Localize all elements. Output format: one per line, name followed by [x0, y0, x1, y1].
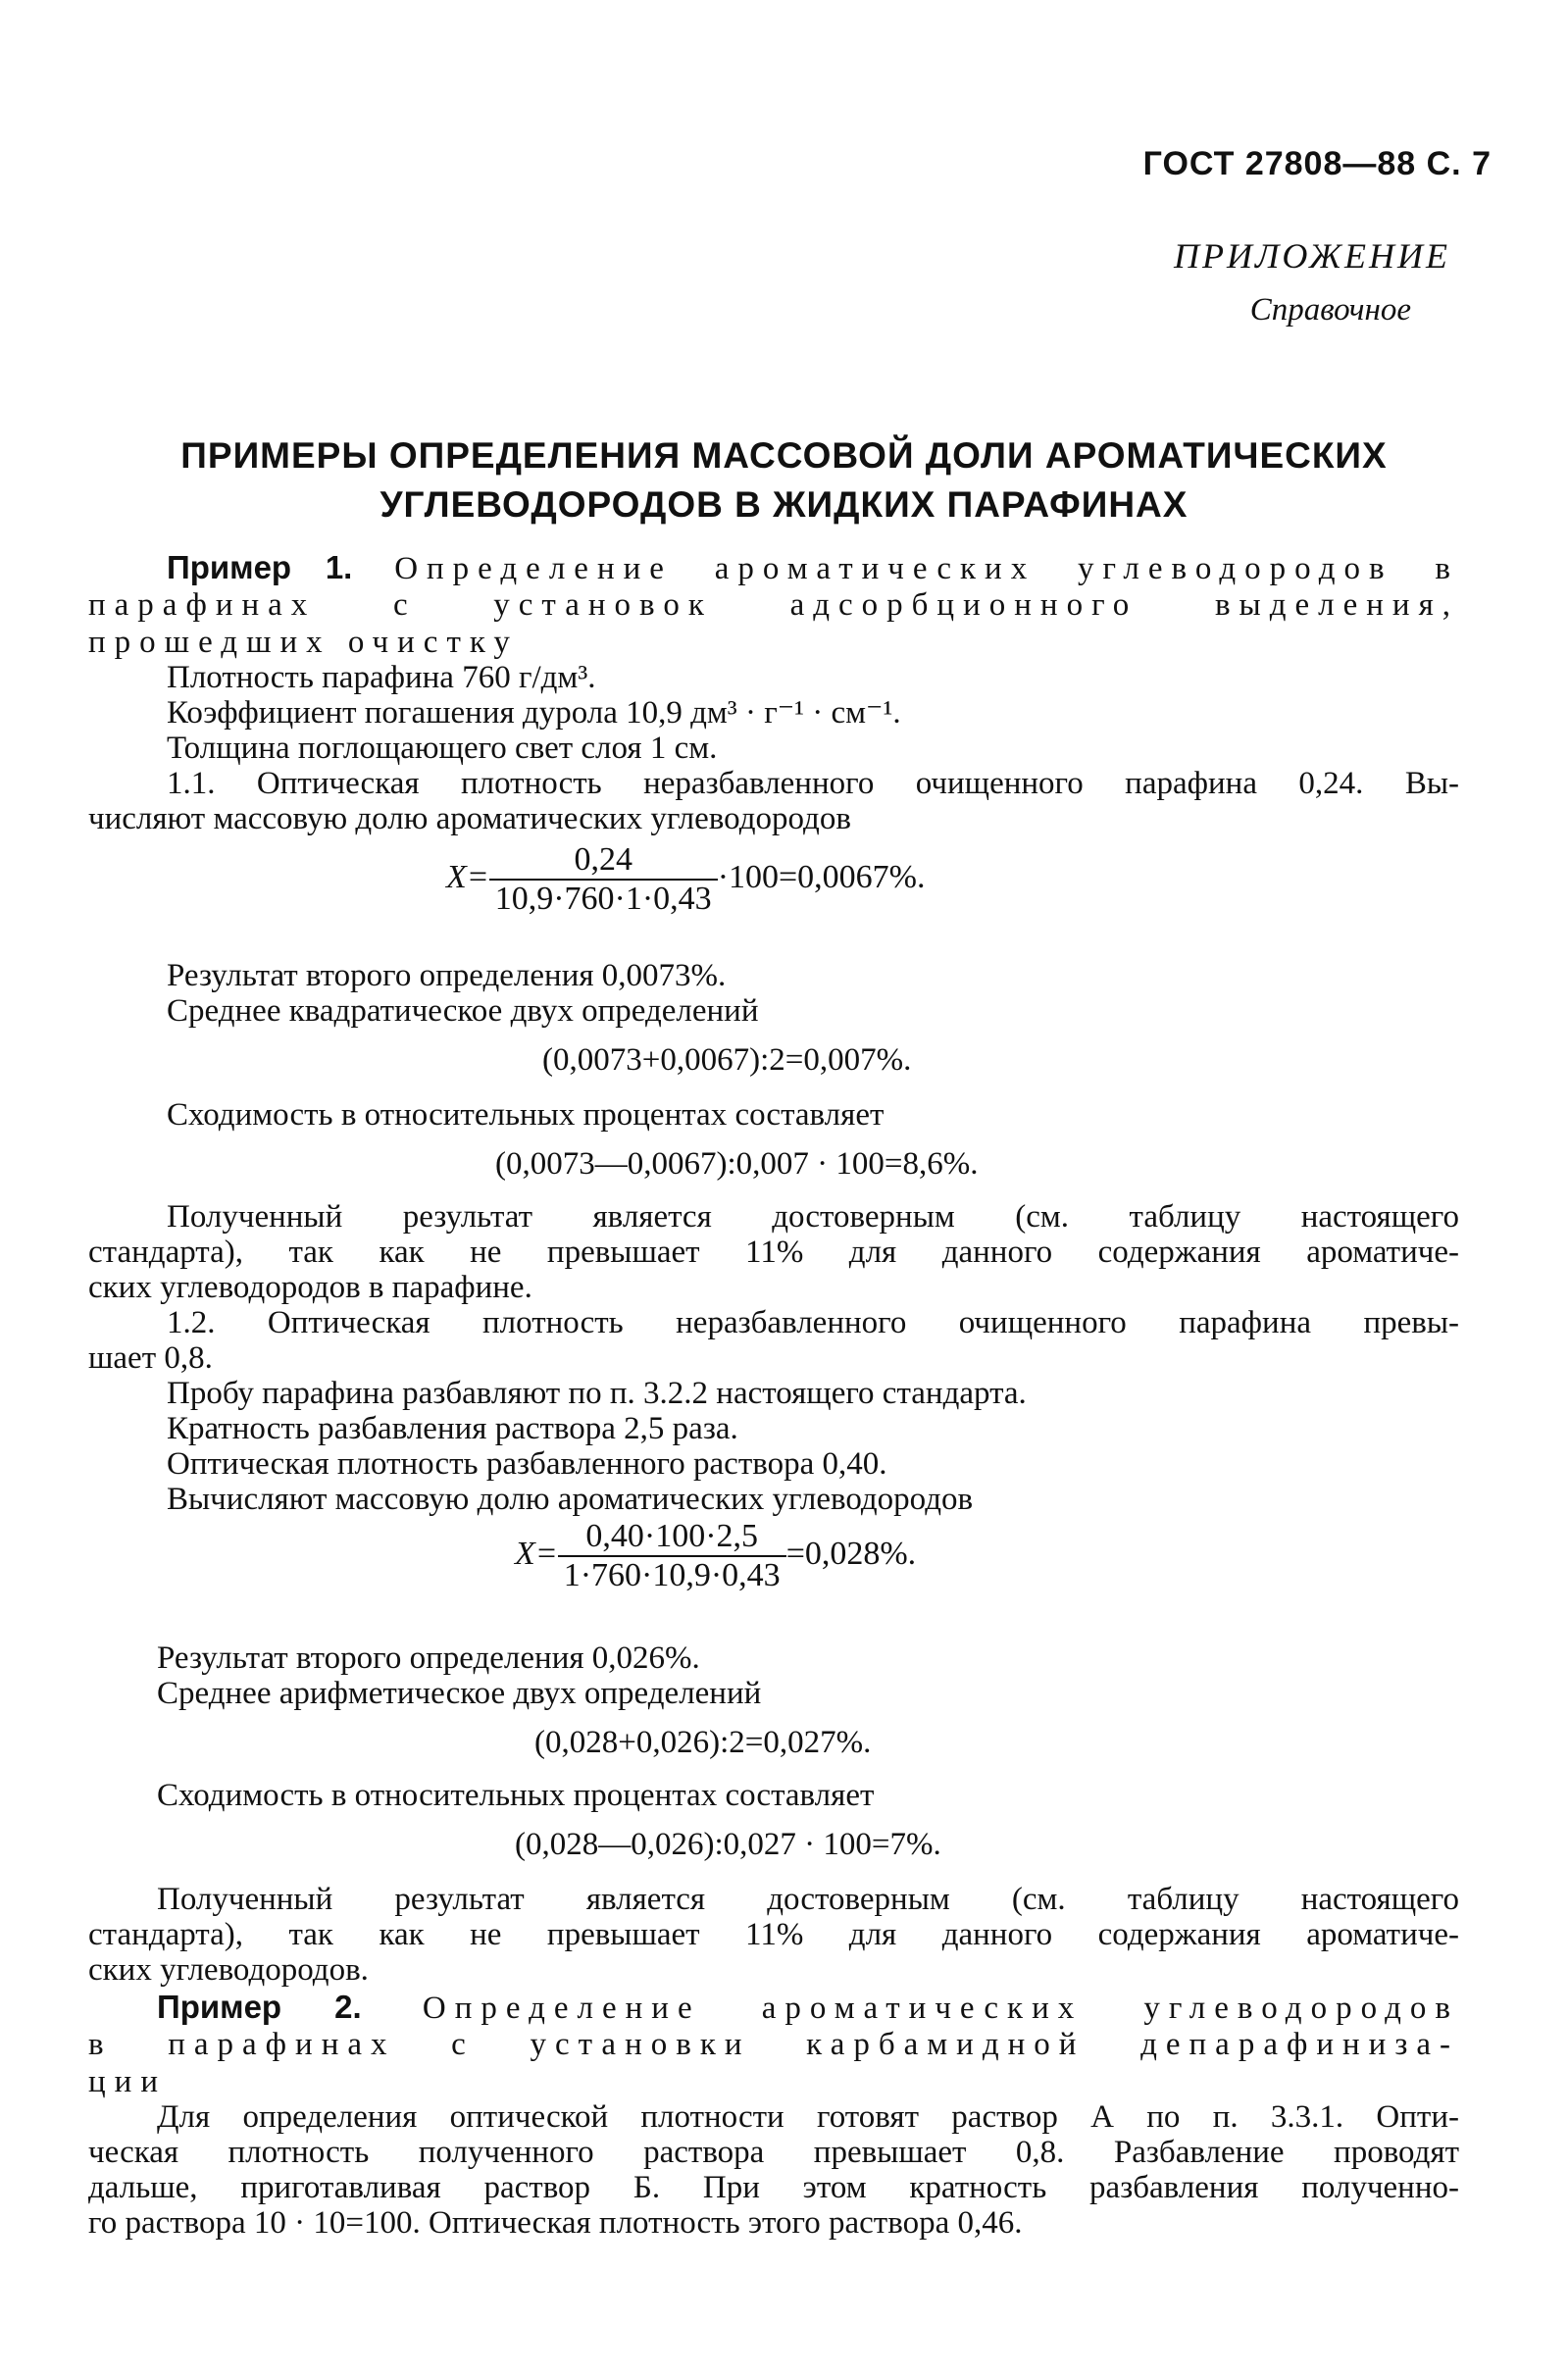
title-line-2: УГЛЕВОДОРОДОВ В ЖИДКИХ ПАРАФИНАХ	[379, 484, 1189, 525]
ratio-line: Кратность разбавления раствора 2,5 раза.	[167, 1411, 738, 1446]
example2-body-line-1: Для определения оптической плотности готовят раствор А по п. 3.3.1. Опти-	[157, 2099, 1459, 2135]
formula-1-rhs: ·100=0,0067%.	[717, 858, 926, 895]
example1-heading-line-2: парафинах с установок адсорбционного выделения,	[88, 587, 1459, 623]
example2-heading-text: Определение ароматических углеводородов	[422, 1991, 1459, 2026]
section-1-2-line-2: шает 0,8.	[88, 1340, 213, 1376]
title-line-1: ПРИМЕРЫ ОПРЕДЕЛЕНИЯ МАССОВОЙ ДОЛИ АРОМАТИЧЕСКИХ	[180, 435, 1388, 476]
formula-2-fraction	[558, 1518, 786, 1594]
calc-line: Вычисляют массовую долю ароматических углеводородов	[167, 1482, 974, 1517]
example1-heading-text: Определение ароматических углеводородов в	[394, 551, 1460, 586]
example1-label: Пример 1.	[167, 549, 353, 585]
formula-2-lhs: X=	[515, 1535, 558, 1572]
formula-1-fraction	[489, 841, 718, 918]
conclusion2-line-1: Полученный результат является достоверным (см. таблицу настоящего	[157, 1882, 1459, 1917]
section-1-1-line-1: 1.1. Оптическая плотность неразбавленного очищенного парафина 0,24. Вы-	[167, 766, 1459, 801]
section-1-1-line-2: числяют массовую долю ароматических углеводородов	[88, 801, 851, 836]
example2-label: Пример 2.	[157, 1989, 362, 2025]
convergence-label-line-b: Сходимость в относительных процентах составляет	[157, 1778, 875, 1813]
diluted-density-line: Оптическая плотность разбавленного раствора 0,40.	[167, 1446, 887, 1482]
formula-2-denominator: 1·760·10,9·0,43	[563, 1557, 781, 1593]
example2-heading-line-1	[157, 1989, 1459, 2027]
example2-heading-line-3: ции	[88, 2064, 167, 2099]
example2-body-line-2: ческая плотность полученного раствора превышает 0,8. Разбавление проводят	[88, 2135, 1459, 2170]
second-result-line: Результат второго определения 0,0073%.	[167, 958, 727, 993]
density-line: Плотность парафина 760 г/дм³.	[167, 660, 596, 695]
mean-label-line-b: Среднее арифметическое двух определений	[157, 1676, 762, 1711]
example2-body-line-4: го раствора 10 · 10=100. Оптическая плотность этого раствора 0,46.	[88, 2205, 1023, 2241]
convergence-formula-b: (0,028—0,026):0,027 · 100=7%.	[515, 1827, 941, 1862]
formula-1-lhs: X=	[446, 858, 489, 895]
standard-header: ГОСТ 27808—88 С. 7	[1142, 145, 1492, 182]
section-1-2-line-1: 1.2. Оптическая плотность неразбавленного очищенного парафина превы-	[167, 1305, 1459, 1340]
conclusion-line-3: ских углеводородов в парафине.	[88, 1270, 532, 1305]
example2-body-line-3: дальше, приготавливая раствор Б. При этом кратность разбавления полученно-	[88, 2170, 1459, 2205]
formula-2	[515, 1518, 916, 1594]
mean-label-line: Среднее квадратическое двух определений	[167, 993, 759, 1029]
conclusion2-line-2: стандарта), так как не превышает 11% для данного содержания ароматиче-	[88, 1917, 1459, 1952]
formula-1	[446, 841, 926, 918]
mean-formula: (0,0073+0,0067):2=0,007%.	[542, 1042, 912, 1078]
thickness-line: Толщина поглощающего свет слоя 1 см.	[167, 731, 718, 766]
conclusion-line-2: стандарта), так как не превышает 11% для данного содержания ароматиче-	[88, 1235, 1459, 1270]
formula-1-denominator: 10,9·760·1·0,43	[494, 881, 712, 917]
mean-formula-b: (0,028+0,026):2=0,027%.	[534, 1725, 872, 1760]
appendix-label: ПРИЛОЖЕНИЕ	[1174, 236, 1450, 276]
conclusion-line-1: Полученный результат является достоверным (см. таблицу настоящего	[167, 1199, 1459, 1235]
example1-heading-line-3: прошедших очистку	[88, 625, 519, 660]
dilution-line: Пробу парафина разбавляют по п. 3.2.2 настоящего стандарта.	[167, 1376, 1027, 1411]
appendix-type: Справочное	[1249, 292, 1411, 328]
formula-2-rhs: =0,028%.	[785, 1535, 917, 1572]
convergence-label-line: Сходимость в относительных процентах составляет	[167, 1097, 885, 1133]
page-title	[0, 431, 1568, 530]
example2-heading-line-2: в парафинах с установки карбамидной депарафиниза-	[88, 2027, 1459, 2062]
second-result-line-b: Результат второго определения 0,026%.	[157, 1640, 700, 1676]
convergence-formula: (0,0073—0,0067):0,007 · 100=8,6%.	[495, 1146, 979, 1182]
formula-2-numerator: 0,40·100·2,5	[558, 1518, 786, 1557]
example1-heading-line-1	[167, 549, 1459, 587]
conclusion2-line-3: ских углеводородов.	[88, 1952, 369, 1988]
coefficient-line: Коэффициент погашения дурола 10,9 дм³ · г⁻¹ · см⁻¹.	[167, 695, 901, 731]
formula-1-numerator: 0,24	[489, 841, 718, 881]
